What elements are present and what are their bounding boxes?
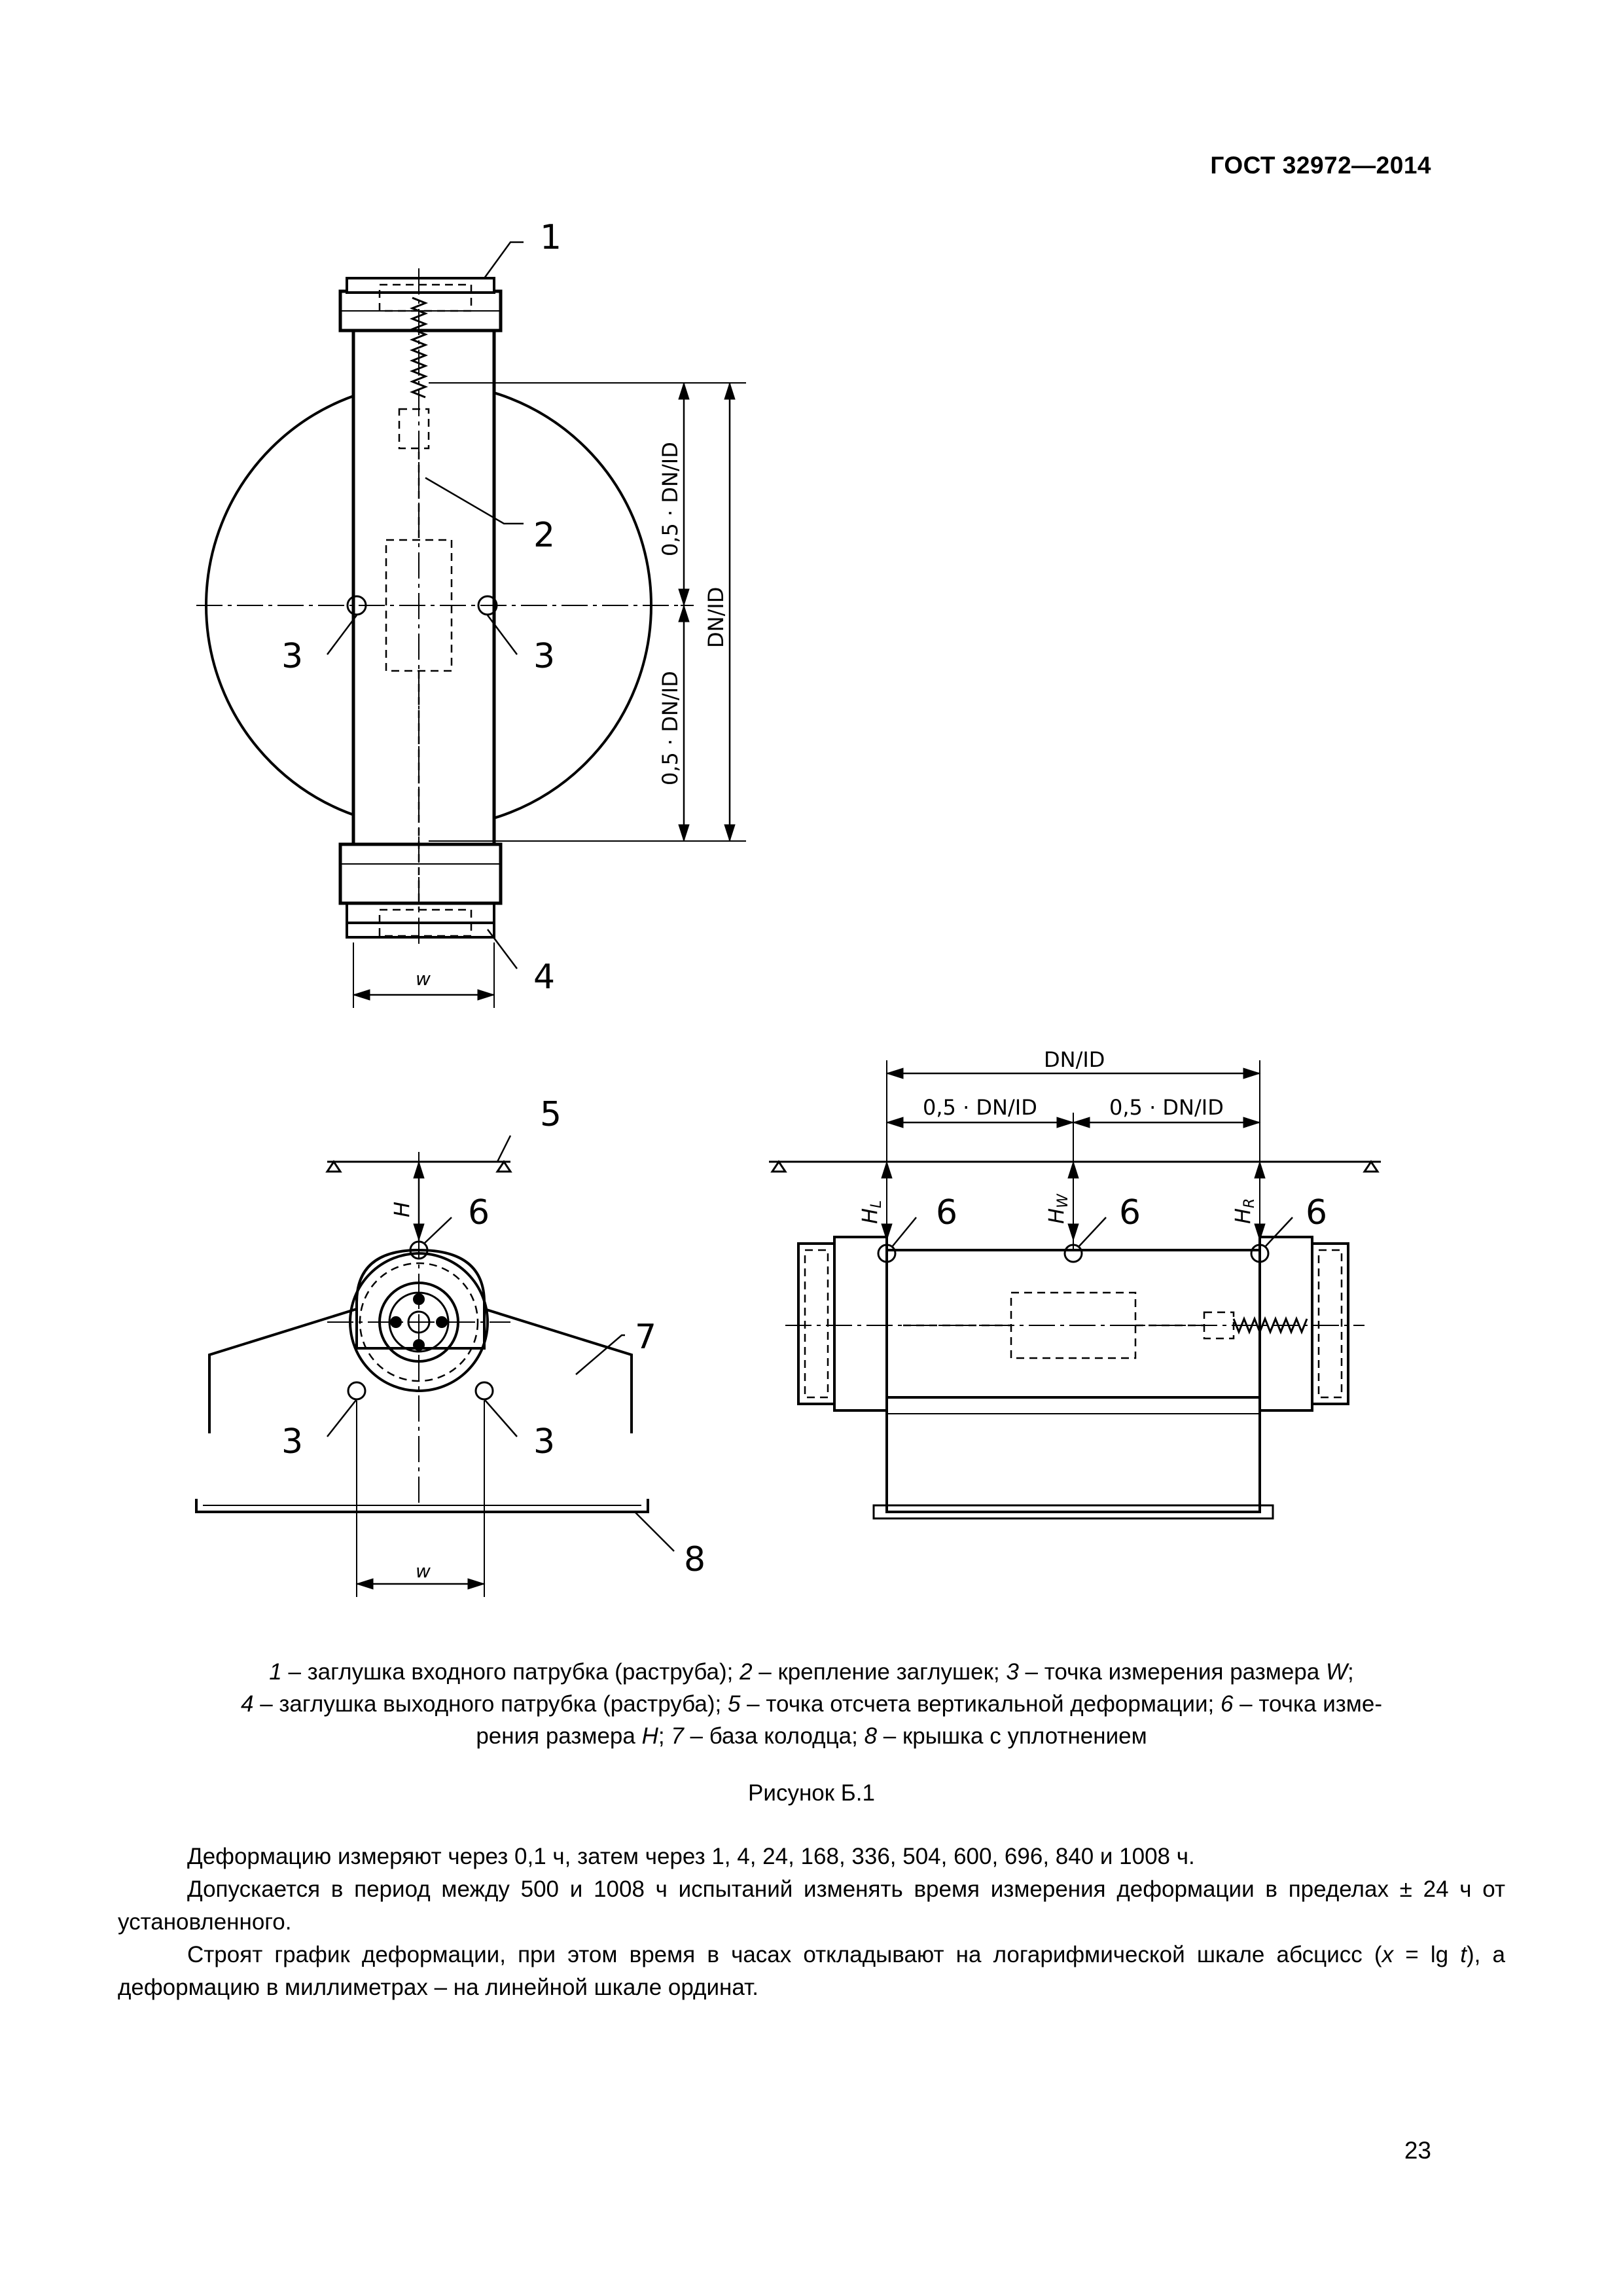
dim-hl: HL <box>857 1200 885 1224</box>
dim-w-front: w <box>416 1560 431 1582</box>
dim-half-dn-lower: 0,5 · DN/ID <box>658 671 683 785</box>
callout-8: 8 <box>684 1540 706 1579</box>
callout-6-mid: 6 <box>1119 1193 1141 1232</box>
callout-7: 7 <box>635 1318 657 1357</box>
dim-w-top: w <box>416 968 431 990</box>
callout-3-front-left: 3 <box>281 1422 304 1462</box>
page-number: 23 <box>1404 2137 1431 2164</box>
callout-2: 2 <box>533 516 556 555</box>
callout-3-left: 3 <box>281 637 304 676</box>
callout-6-left: 6 <box>936 1193 958 1232</box>
figure-title: Рисунок Б.1 <box>748 1780 875 1806</box>
callout-3-front-right: 3 <box>533 1422 556 1462</box>
paragraph-1: Деформацию измеряют через 0,1 ч, затем через 1, 4, 24, 168, 336, 504, 600, 696, 840 и 1008 ч. <box>187 1844 1195 1869</box>
dim-half-dn-upper: 0,5 · DN/ID <box>658 442 683 556</box>
body-text <box>118 1840 1505 2004</box>
side-view <box>769 1060 1381 1518</box>
callout-3-right: 3 <box>533 637 556 676</box>
callout-6-right: 6 <box>1306 1193 1328 1232</box>
dim-dn-vertical: DN/ID <box>704 586 728 648</box>
dim-half-dn-left: 0,5 · DN/ID <box>923 1095 1037 1120</box>
dim-h: H <box>389 1201 414 1217</box>
callout-1: 1 <box>540 218 562 257</box>
dim-hr: HR <box>1230 1198 1258 1224</box>
front-view <box>196 1136 674 1597</box>
dim-half-dn-right: 0,5 · DN/ID <box>1109 1095 1224 1120</box>
paragraph-3: Строят график деформации, при этом время в часах откладывают на логарифмической шкале абсцисс (x = lg t), а деформацию в миллиметрах – на линейной шкале ординат. <box>118 1942 1505 2000</box>
standard-header: ГОСТ 32972—2014 <box>1210 152 1431 179</box>
dim-dn-horizontal: DN/ID <box>1044 1047 1105 1072</box>
paragraph-2: Допускается в период между 500 и 1008 ч испытаний изменять время измерения деформации в пределах ± 24 ч от установленного. <box>118 1876 1505 1935</box>
figure-legend: 1 – заглушка входного патрубка (раструба); 2 – крепление заглушек; 3 – точка измерения размера W; 4 – заглушка выходного патрубка (раструба); 5 – точка отсчета вертикальной деформации; 6 – точка изме- рения размера H; 7 – база колодца; 8 – крышка с уплотнением <box>241 1659 1382 1749</box>
dim-hw: HW <box>1044 1194 1071 1224</box>
top-view <box>196 242 746 1008</box>
callout-6-front: 6 <box>468 1193 490 1232</box>
callout-5: 5 <box>540 1095 562 1134</box>
callout-4: 4 <box>533 958 556 997</box>
